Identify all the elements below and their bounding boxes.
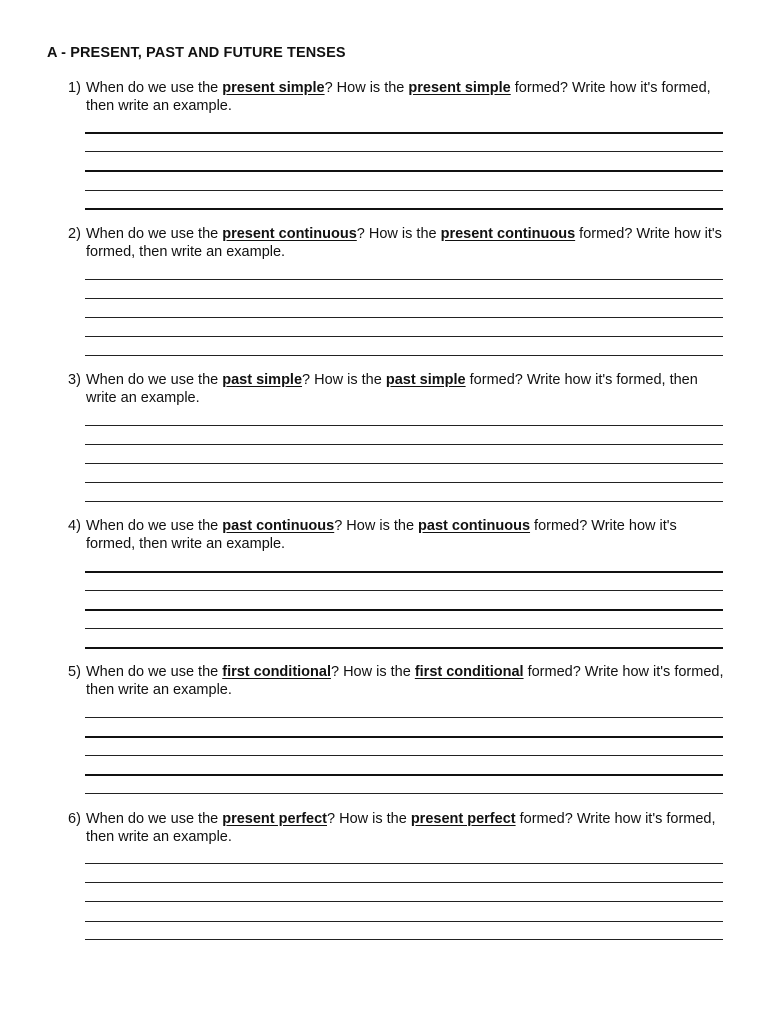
key-term: present simple [408, 80, 511, 96]
answer-line[interactable] [85, 463, 723, 464]
question-text: 5) When do we use the first conditional? How is the first conditional formed? Write how it's formed, then write an example. [68, 664, 724, 698]
question-2 [68, 225, 728, 261]
key-term: past continuous [222, 518, 335, 534]
key-term: present continuous [222, 226, 357, 242]
question-text: 1) When do we use the present simple? How is the present simple formed? Write how it's formed, then write an example. [68, 80, 711, 114]
question-number: 6) [68, 811, 81, 827]
key-term: first conditional [414, 664, 524, 680]
key-term: past simple [222, 372, 303, 388]
key-term: first conditional [222, 664, 331, 680]
question-text: 3) When do we use the past simple? How is the past simple formed? Write how it's formed, then write an example. [68, 372, 698, 406]
answer-line[interactable] [85, 501, 723, 502]
question-number: 4) [68, 518, 81, 534]
answer-line[interactable] [85, 939, 723, 940]
answer-line[interactable] [85, 425, 723, 426]
answer-line[interactable] [85, 298, 723, 299]
answer-line[interactable] [85, 355, 723, 356]
answer-line[interactable] [85, 279, 723, 280]
question-number: 2) [68, 226, 81, 242]
answer-line[interactable] [85, 482, 723, 483]
question-number: 1) [68, 80, 81, 96]
answer-line[interactable] [85, 444, 723, 445]
answer-line[interactable] [85, 132, 723, 134]
question-number: 3) [68, 372, 81, 388]
answer-line[interactable] [85, 151, 723, 152]
key-term: present continuous [440, 226, 576, 242]
section-heading: A - PRESENT, PAST AND FUTURE TENSES [47, 45, 346, 61]
answer-line[interactable] [85, 736, 723, 738]
answer-line[interactable] [85, 336, 723, 337]
answer-line[interactable] [85, 647, 723, 649]
answer-line[interactable] [85, 901, 723, 902]
answer-line[interactable] [85, 793, 723, 794]
answer-line[interactable] [85, 755, 723, 756]
answer-line[interactable] [85, 717, 723, 718]
answer-line[interactable] [85, 921, 723, 922]
question-text: 4) When do we use the past continuous? How is the past continuous formed? Write how it's formed, then write an example. [68, 518, 677, 552]
key-term: past continuous [418, 518, 531, 534]
question-1 [68, 79, 728, 115]
answer-line[interactable] [85, 609, 723, 611]
answer-line[interactable] [85, 590, 723, 591]
answer-line[interactable] [85, 774, 723, 776]
answer-line[interactable] [85, 170, 723, 172]
question-text: 2) When do we use the present continuous? How is the present continuous formed? Write how it's formed, then write an example. [68, 226, 722, 260]
question-number: 5) [68, 664, 81, 680]
key-term: past simple [385, 372, 466, 388]
question-text: 6) When do we use the present perfect? How is the present perfect formed? Write how it's formed, then write an example. [68, 811, 716, 845]
answer-line[interactable] [85, 863, 723, 864]
question-6 [68, 810, 728, 846]
answer-line[interactable] [85, 628, 723, 629]
question-4 [68, 517, 728, 553]
key-term: present perfect [410, 811, 516, 827]
answer-line[interactable] [85, 571, 723, 573]
answer-line[interactable] [85, 208, 723, 210]
answer-line[interactable] [85, 882, 723, 883]
question-3 [68, 371, 728, 407]
key-term: present perfect [222, 811, 327, 827]
answer-line[interactable] [85, 190, 723, 191]
answer-line[interactable] [85, 317, 723, 318]
key-term: present simple [222, 80, 325, 96]
question-5 [68, 663, 728, 699]
